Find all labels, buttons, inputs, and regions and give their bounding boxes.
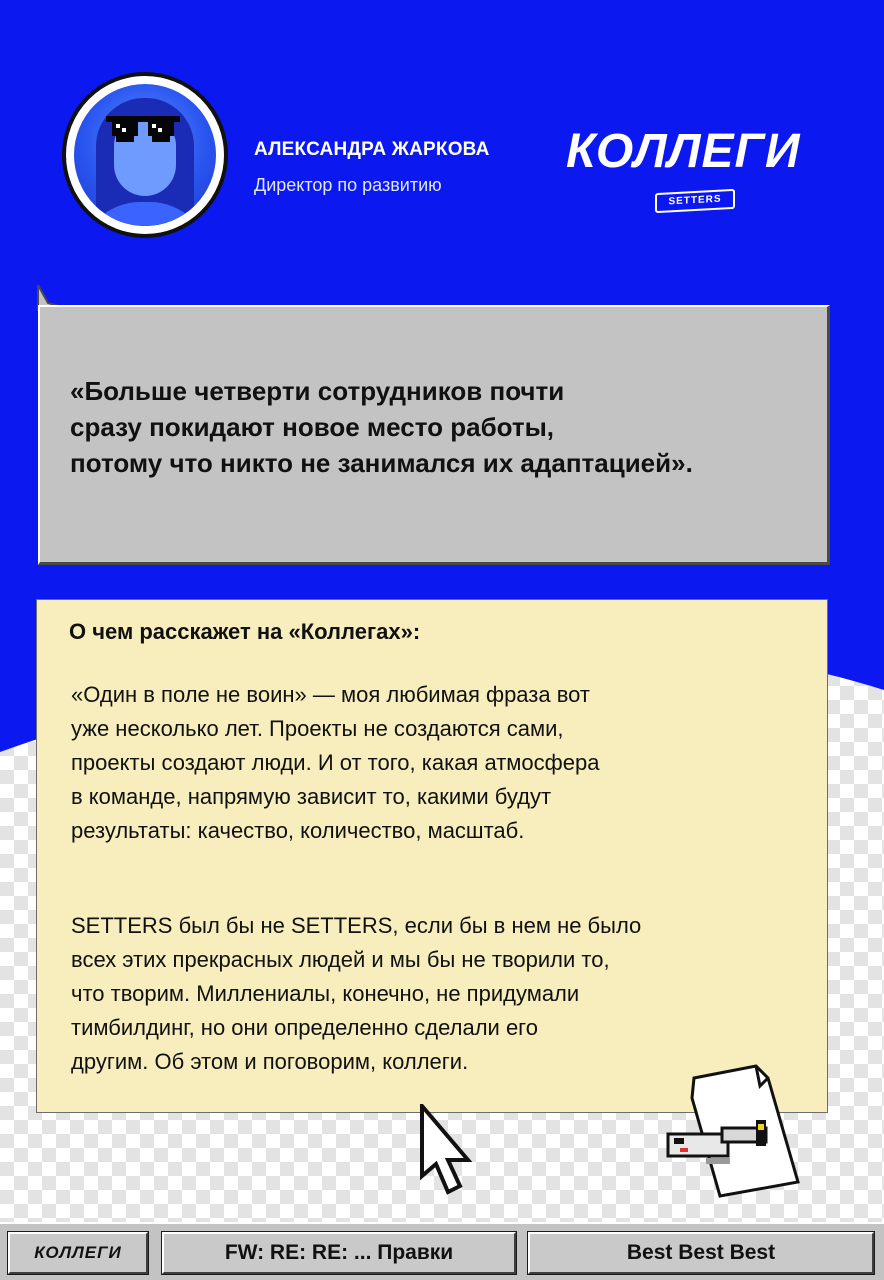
quote-line: потому что никто не занимался их адаптацией». bbox=[70, 448, 693, 478]
avatar-photo bbox=[74, 84, 216, 226]
paragraph-line: «Один в поле не воин» — моя любимая фраза вот bbox=[71, 682, 590, 707]
speaker-role: Директор по развитию bbox=[254, 175, 442, 195]
pixel-arrow-cursor-icon bbox=[418, 1104, 474, 1196]
taskbar bbox=[0, 1222, 884, 1280]
setters-logo-badge: SETTERS bbox=[655, 189, 735, 213]
paragraph-line: тимбилдинг, но они определенно сделали его bbox=[71, 1015, 538, 1040]
taskbar-item-email[interactable]: FW: RE: RE: ... Правки bbox=[162, 1232, 516, 1274]
start-button[interactable]: КОЛЛЕГИ bbox=[8, 1232, 148, 1274]
about-paragraph-1 bbox=[71, 678, 811, 848]
quote-line: «Больше четверти сотрудников почти bbox=[70, 376, 565, 406]
about-title: О чем расскажет на «Коллегах»: bbox=[69, 619, 421, 644]
pixel-sunglasses-icon bbox=[106, 116, 180, 144]
about-paragraph-2 bbox=[71, 909, 811, 1079]
speaker-name: АЛЕКСАНДРА ЖАРКОВА bbox=[254, 139, 490, 160]
paragraph-line: что творим. Миллениалы, конечно, не придумали bbox=[71, 981, 580, 1006]
kollegi-logo: КОЛЛЕГИ bbox=[566, 125, 801, 178]
paragraph-line: всех этих прекрасных людей и мы бы не творили то, bbox=[71, 947, 610, 972]
speaker-avatar bbox=[62, 72, 228, 238]
paragraph-line: результаты: качество, количество, масштаб. bbox=[71, 818, 525, 843]
paragraph-line: другим. Об этом и поговорим, коллеги. bbox=[71, 1049, 469, 1074]
taskbar-item-best[interactable]: Best Best Best bbox=[528, 1232, 874, 1274]
paragraph-line: SETTERS был бы не SETTERS, если бы в нем не было bbox=[71, 913, 642, 938]
quote-line: сразу покидают новое место работы, bbox=[70, 412, 555, 442]
pixel-document-icon bbox=[664, 1058, 804, 1198]
paragraph-line: проекты создают люди. И от того, какая атмосфера bbox=[71, 750, 600, 775]
quote-text bbox=[70, 373, 820, 481]
about-talk-box bbox=[36, 599, 828, 1113]
quote-box bbox=[38, 305, 830, 565]
paragraph-line: уже несколько лет. Проекты не создаются сами, bbox=[71, 716, 564, 741]
paragraph-line: в команде, напрямую зависит то, какими будут bbox=[71, 784, 552, 809]
